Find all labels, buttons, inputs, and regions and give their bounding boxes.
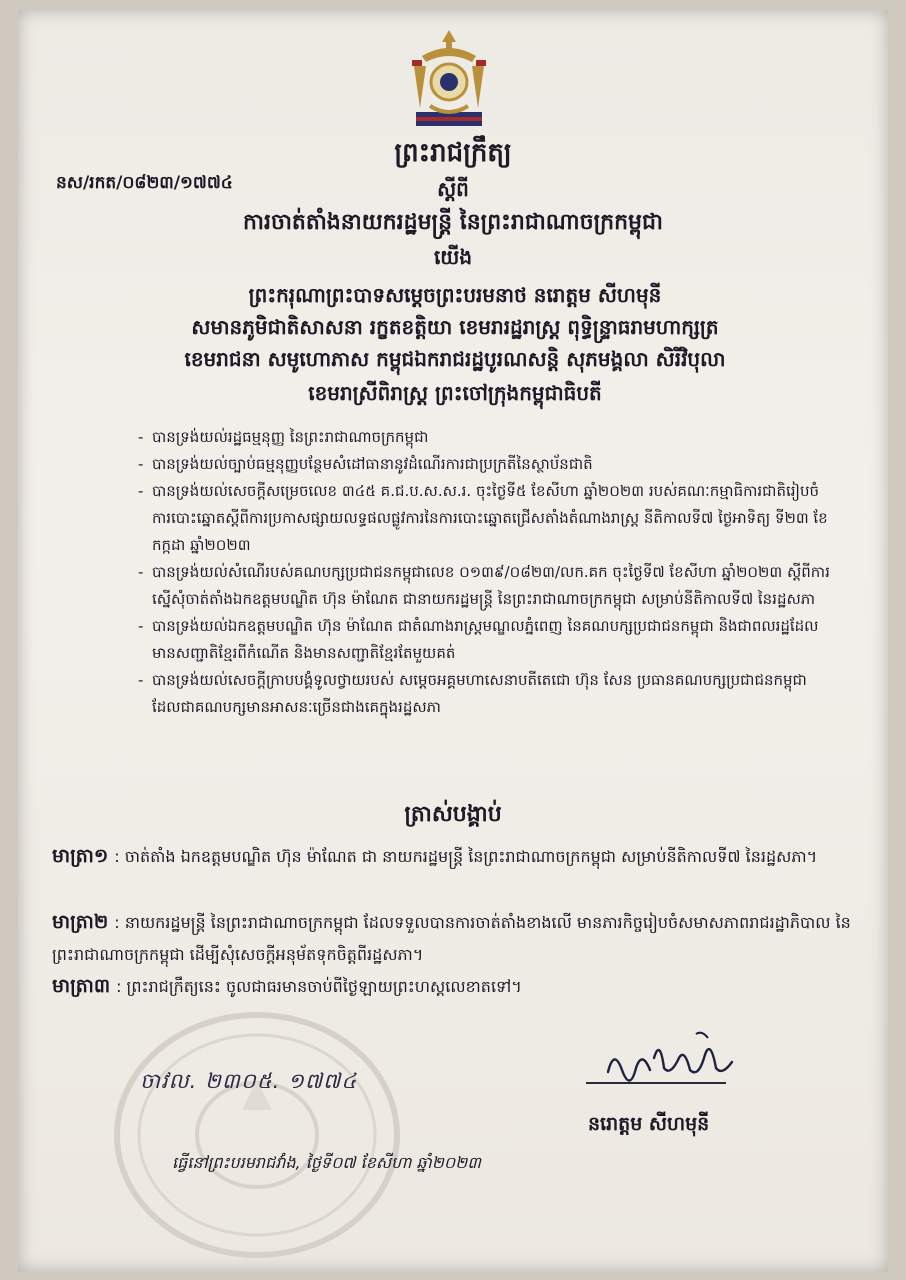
royal-title-line: សមានភូមិជាតិសាសនា រក្ខតខត្តិយា ខេមរារដ្ឋរាស្ត្រ ពុទ្ធិន្ទ្រាធរាមហាក្សត្រ [191, 315, 719, 339]
re-label: ស្តីពី [437, 177, 469, 201]
recital-item: - បានទ្រង់យល់សេចក្តីសម្រេចលេខ ៣៤៥ គ.ជ.ប.ស.ស.រ. ចុះថ្ងៃទី៥ ខែសីហា ឆ្នាំ២០២៣ របស់គណៈកម្មាធិការជាតិរៀបចំការបោះឆ្នោតស្តីពីការប្រកាសផ្សាយលទ្ធផលផ្លូវការនៃការបោះឆ្នោតជ្រើសតាំងតំណាងរាស្ត្រ នីតិកាលទី៧ ថ្ងៃអាទិត្យ ទី២៣ ខែកក្កដា ឆ្នាំ២០២៣ [138, 478, 838, 559]
article-text: : ព្រះរាជក្រឹត្យនេះ ចូលជាធរមានចាប់ពីថ្ងៃឡាយព្រះហស្តលេខាតទៅ។ [116, 977, 522, 996]
recitals-list [138, 424, 838, 721]
royal-signature-icon [600, 1028, 740, 1090]
royal-title-line: ខេមរាស្រីពិរាស្ត្រ ព្រះចៅក្រុងកម្ពុជាធិបតី [308, 381, 602, 405]
decree-subject: ការចាត់តាំងនាយករដ្ឋមន្ត្រី នៃព្រះរាជាណាចក្រកម្ពុជា [243, 210, 663, 235]
decrees-heading: ត្រាស់បង្គាប់ [404, 802, 502, 827]
article-3 [52, 970, 852, 1003]
royal-title-line: ព្រះករុណាព្រះបាទសម្តេចព្រះបរមនាថ នរោត្តម សីហមុនី [248, 283, 662, 307]
reference-number: នស/រកត/០៨២៣/១៧៧៤ [56, 173, 233, 193]
stamp-number: ចាវល. ២៣០៥. ១៧៧៤ [140, 1069, 358, 1093]
article-label: មាត្រា១ [52, 845, 109, 867]
article-label: មាត្រា៣ [52, 975, 111, 997]
article-text: : នាយករដ្ឋមន្ត្រី នៃព្រះរាជាណាចក្រកម្ពុជា ដែលទទួលបានការចាត់តាំងខាងលើ មានភារកិច្ចរៀបចំសមាសភាពរាជរដ្ឋាភិបាល នៃព្រះរាជាណាចក្រកម្ពុជា ដើម្បីសុំសេចក្តីអនុម័តទុកចិត្តពីរដ្ឋសភា។ [52, 913, 851, 964]
article-2 [52, 906, 852, 971]
we-label: យើង [433, 245, 473, 269]
article-text: : ចាត់តាំង ឯកឧត្តមបណ្ឌិត ហ៊ុន ម៉ាណែត ជា នាយករដ្ឋមន្ត្រី នៃព្រះរាជាណាចក្រកម្ពុជា សម្រាប់នីតិកាលទី៧ នៃរដ្ឋសភា។ [114, 847, 818, 866]
article-label: មាត្រា២ [52, 911, 109, 933]
recital-item: - បានទ្រង់យល់ឯកឧត្តមបណ្ឌិត ហ៊ុន ម៉ាណែត ជាតំណាងរាស្ត្រមណ្ឌលភ្នំពេញ នៃគណបក្សប្រជាជនកម្ពុជា និងជាពលរដ្ឋដែលមានសញ្ជាតិខ្មែរពីកំណើត និងមានសញ្ជាតិខ្មែរតែមួយគត់ [138, 613, 838, 667]
recital-item: - បានទ្រង់យល់សេចក្តីក្រាបបង្គំទូលថ្វាយរបស់ សម្តេចអគ្គមហាសេនាបតីតេជោ ហ៊ុន សែន ប្រធានគណបក្សប្រជាជនកម្ពុជា ដែលជាគណបក្សមានអាសនៈច្រើនជាងគេក្នុងរដ្ឋសភា [138, 667, 838, 721]
article-1 [52, 840, 852, 873]
royal-coat-of-arms-icon [400, 26, 498, 132]
recital-item: - បានទ្រង់យល់រដ្ឋធម្មនុញ្ញ នៃព្រះរាជាណាចក្រកម្ពុជា [138, 424, 838, 451]
royal-title-line: ខេមរាជនា សមូហោភាស កម្ពុជឯករាជរដ្ឋបូរណសន្តិ សុភមង្គលា សិរីវិបុលា [184, 347, 726, 371]
signature-line [586, 1082, 726, 1084]
place-and-date: ធ្វើនៅព្រះបរមរាជវាំង, ថ្ងៃទី០៧ ខែសីហា ឆ្នាំ២០២៣ [172, 1153, 481, 1172]
signatory-name: នរោត្តម សីហមុនី [588, 1113, 710, 1135]
embossed-seal-icon [112, 1010, 402, 1260]
recital-item: - បានទ្រង់យល់ច្បាប់ធម្មនុញ្ញបន្ថែមសំដៅធានានូវដំណើរការជាប្រក្រតីនៃស្ថាប័នជាតិ [138, 451, 838, 478]
decree-heading: ព្រះរាជក្រឹត្យ [394, 138, 512, 168]
recital-item: - បានទ្រង់យល់សំណើរបស់គណបក្សប្រជាជនកម្ពុជាលេខ ០១៣៩/០៨២៣/លក.គក ចុះថ្ងៃទី៧ ខែសីហា ឆ្នាំ២០២៣ ស្តីពីការស្នើសុំចាត់តាំងឯកឧត្តមបណ្ឌិត ហ៊ុន ម៉ាណែត ជានាយករដ្ឋមន្ត្រី នៃព្រះរាជាណាចក្រកម្ពុជា សម្រាប់នីតិកាលទី៧ នៃរដ្ឋសភា [138, 559, 838, 613]
